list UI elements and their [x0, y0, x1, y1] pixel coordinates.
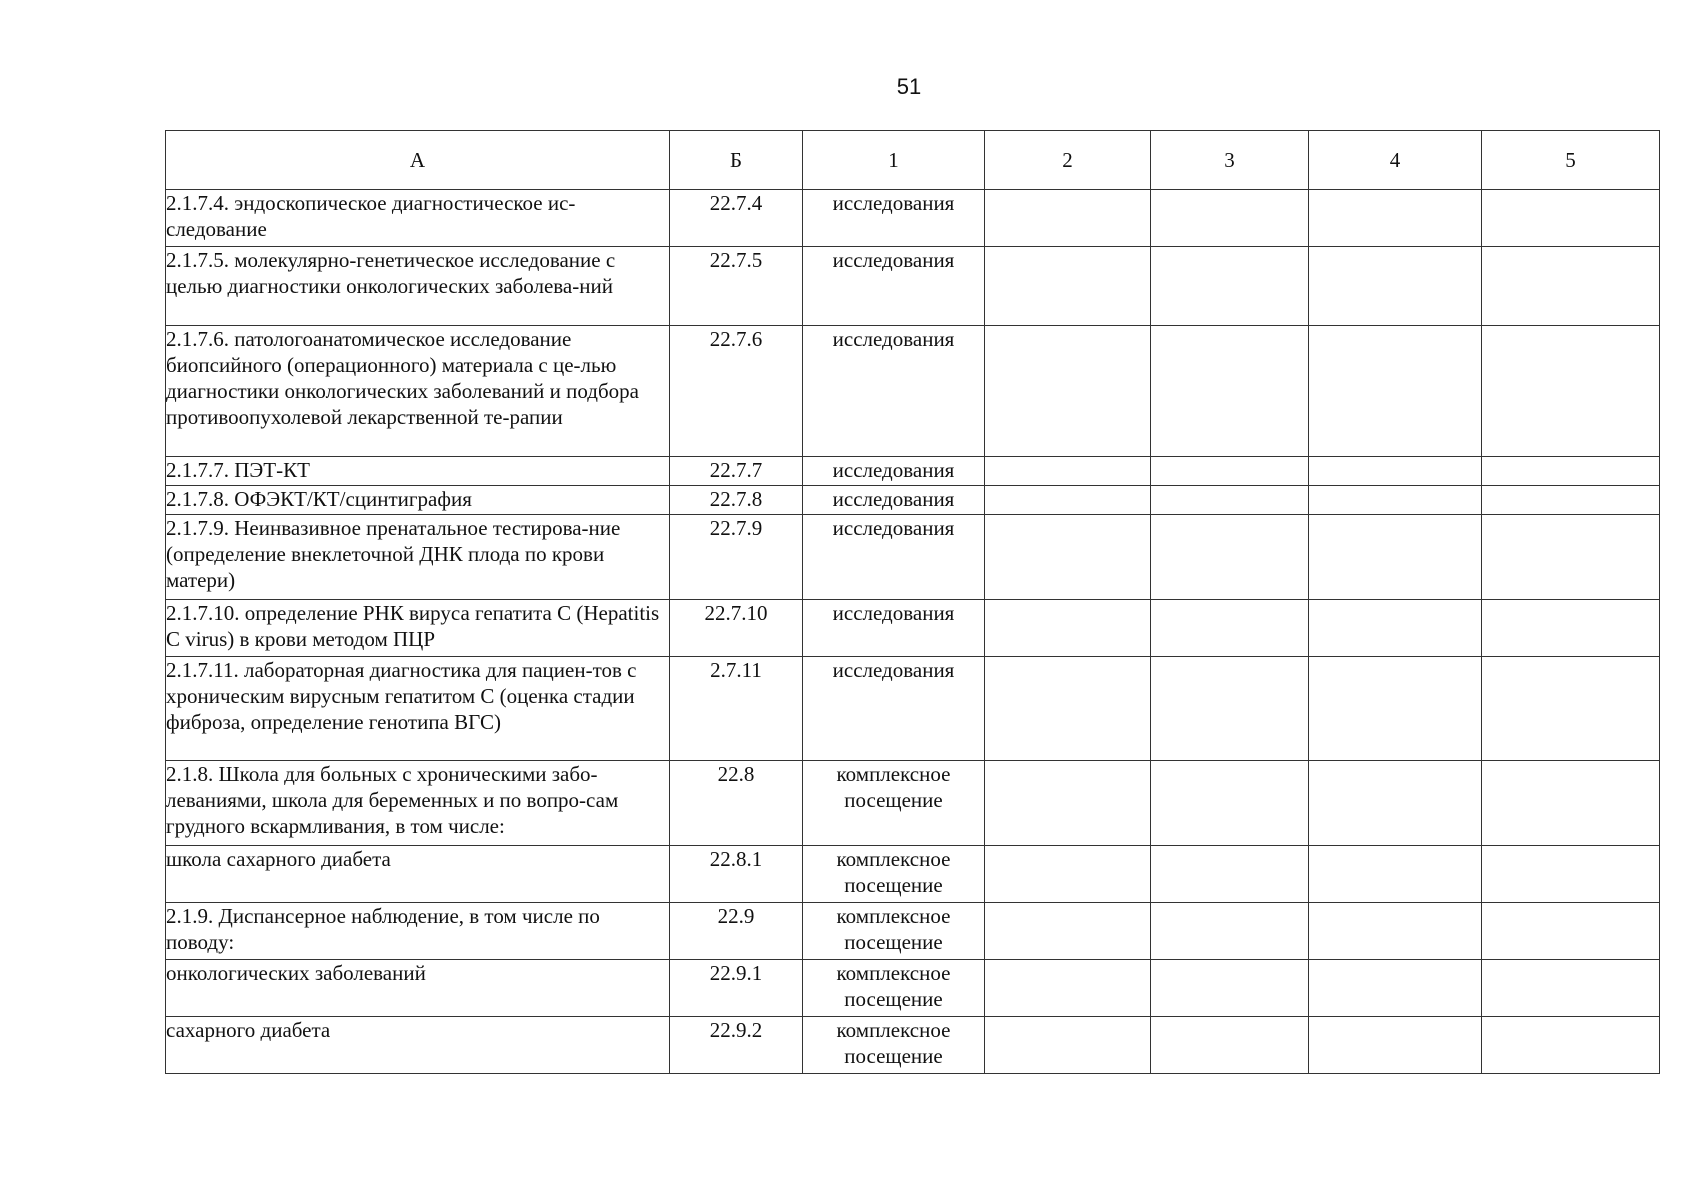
value-cell-2	[985, 1017, 1151, 1074]
value-cell-2	[985, 326, 1151, 457]
value-cell-2	[985, 600, 1151, 657]
value-cell-3	[1151, 247, 1309, 326]
row-number-cell: 22.8.1	[670, 846, 803, 903]
value-cell-5	[1482, 486, 1660, 515]
row-number-cell: 22.7.4	[670, 190, 803, 247]
indicator-name-cell: 2.1.7.4. эндоскопическое диагностическое ис-следование	[166, 190, 670, 247]
header-row	[166, 131, 1660, 190]
value-cell-5	[1482, 1017, 1660, 1074]
value-cell-4	[1309, 247, 1482, 326]
table-row	[166, 903, 1660, 960]
table-row	[166, 247, 1660, 326]
unit-cell: комплексное посещение	[803, 1017, 985, 1074]
row-number-cell: 2.7.11	[670, 657, 803, 761]
page-number: 51	[896, 74, 922, 99]
indicator-name-cell: 2.1.7.5. молекулярно-генетическое исследование с целью диагностики онкологических заболева-ний	[166, 247, 670, 326]
value-cell-2	[985, 903, 1151, 960]
value-cell-5	[1482, 761, 1660, 846]
indicator-name-cell: 2.1.7.11. лабораторная диагностика для пациен-тов с хроническим вирусным гепатитом С (оценка стадии фиброза, определение генотипа ВГС)	[166, 657, 670, 761]
row-number-cell: 22.7.8	[670, 486, 803, 515]
value-cell-4	[1309, 960, 1482, 1017]
value-cell-4	[1309, 1017, 1482, 1074]
table-row	[166, 846, 1660, 903]
column-header-3: 3	[1151, 131, 1309, 190]
row-number-cell: 22.7.10	[670, 600, 803, 657]
row-number-cell: 22.7.9	[670, 515, 803, 600]
indicator-name-cell: 2.1.9. Диспансерное наблюдение, в том числе по поводу:	[166, 903, 670, 960]
indicator-name-cell: 2.1.7.8. ОФЭКТ/КТ/сцинтиграфия	[166, 486, 670, 515]
unit-cell: исследования	[803, 515, 985, 600]
column-header-4: 4	[1309, 131, 1482, 190]
indicator-name-cell: 2.1.8. Школа для больных с хроническими забо-леваниями, школа для беременных и по вопро-сам грудного вскармливания, в том числе:	[166, 761, 670, 846]
unit-cell: комплексное посещение	[803, 846, 985, 903]
unit-cell: исследования	[803, 486, 985, 515]
value-cell-3	[1151, 486, 1309, 515]
row-number-cell: 22.7.6	[670, 326, 803, 457]
row-number-cell: 22.9	[670, 903, 803, 960]
value-cell-4	[1309, 903, 1482, 960]
value-cell-2	[985, 515, 1151, 600]
indicator-name-cell: 2.1.7.9. Неинвазивное пренатальное тестирова-ние (определение внеклеточной ДНК плода по крови матери)	[166, 515, 670, 600]
column-header-5: 5	[1482, 131, 1660, 190]
column-header-a: А	[166, 131, 670, 190]
column-header-b: Б	[670, 131, 803, 190]
unit-cell: комплексное посещение	[803, 903, 985, 960]
value-cell-5	[1482, 515, 1660, 600]
value-cell-3	[1151, 1017, 1309, 1074]
value-cell-2	[985, 846, 1151, 903]
value-cell-5	[1482, 600, 1660, 657]
table-row	[166, 960, 1660, 1017]
row-number-cell: 22.7.7	[670, 457, 803, 486]
value-cell-3	[1151, 846, 1309, 903]
unit-cell: комплексное посещение	[803, 761, 985, 846]
unit-cell: исследования	[803, 190, 985, 247]
value-cell-5	[1482, 960, 1660, 1017]
value-cell-4	[1309, 600, 1482, 657]
value-cell-4	[1309, 486, 1482, 515]
value-cell-3	[1151, 457, 1309, 486]
table-row	[166, 326, 1660, 457]
value-cell-3	[1151, 761, 1309, 846]
value-cell-3	[1151, 960, 1309, 1017]
value-cell-4	[1309, 761, 1482, 846]
value-cell-5	[1482, 457, 1660, 486]
unit-cell: комплексное посещение	[803, 960, 985, 1017]
value-cell-2	[985, 247, 1151, 326]
table-row	[166, 190, 1660, 247]
value-cell-5	[1482, 190, 1660, 247]
value-cell-3	[1151, 903, 1309, 960]
unit-cell: исследования	[803, 600, 985, 657]
value-cell-3	[1151, 600, 1309, 657]
value-cell-3	[1151, 515, 1309, 600]
value-cell-2	[985, 657, 1151, 761]
value-cell-2	[985, 190, 1151, 247]
table-row	[166, 515, 1660, 600]
value-cell-4	[1309, 457, 1482, 486]
value-cell-2	[985, 486, 1151, 515]
table-row	[166, 486, 1660, 515]
column-header-2: 2	[985, 131, 1151, 190]
value-cell-4	[1309, 657, 1482, 761]
column-header-1: 1	[803, 131, 985, 190]
value-cell-2	[985, 761, 1151, 846]
row-number-cell: 22.8	[670, 761, 803, 846]
row-number-cell: 22.7.5	[670, 247, 803, 326]
table-row	[166, 1017, 1660, 1074]
value-cell-4	[1309, 190, 1482, 247]
indicator-name-cell: онкологических заболеваний	[166, 960, 670, 1017]
indicator-name-cell: сахарного диабета	[166, 1017, 670, 1074]
indicator-name-cell: школа сахарного диабета	[166, 846, 670, 903]
row-number-cell: 22.9.2	[670, 1017, 803, 1074]
value-cell-3	[1151, 190, 1309, 247]
unit-cell: исследования	[803, 326, 985, 457]
value-cell-5	[1482, 657, 1660, 761]
value-cell-2	[985, 960, 1151, 1017]
value-cell-4	[1309, 846, 1482, 903]
value-cell-5	[1482, 326, 1660, 457]
table-row	[166, 657, 1660, 761]
unit-cell: исследования	[803, 657, 985, 761]
table-row	[166, 600, 1660, 657]
indicator-name-cell: 2.1.7.6. патологоанатомическое исследование биопсийного (операционного) материала с це-лью диагностики онкологических заболеваний и подбора противоопухолевой лекарственной те-рапии	[166, 326, 670, 457]
value-cell-3	[1151, 657, 1309, 761]
value-cell-5	[1482, 247, 1660, 326]
unit-cell: исследования	[803, 457, 985, 486]
indicator-name-cell: 2.1.7.7. ПЭТ-КТ	[166, 457, 670, 486]
value-cell-4	[1309, 326, 1482, 457]
table-row	[166, 457, 1660, 486]
value-cell-4	[1309, 515, 1482, 600]
data-table	[165, 130, 1660, 1074]
value-cell-5	[1482, 846, 1660, 903]
value-cell-3	[1151, 326, 1309, 457]
unit-cell: исследования	[803, 247, 985, 326]
row-number-cell: 22.9.1	[670, 960, 803, 1017]
value-cell-2	[985, 457, 1151, 486]
value-cell-5	[1482, 903, 1660, 960]
table-row	[166, 761, 1660, 846]
indicator-name-cell: 2.1.7.10. определение РНК вируса гепатита С (Hepatitis C virus) в крови методом ПЦР	[166, 600, 670, 657]
